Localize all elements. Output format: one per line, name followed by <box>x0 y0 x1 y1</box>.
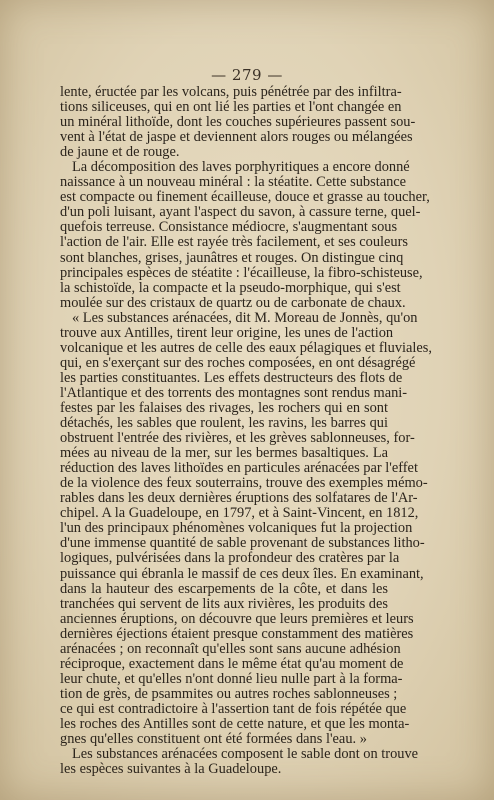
page-number: — 279 — <box>211 66 283 84</box>
text-line: est compacte ou finement écailleuse, douce et grasse au toucher, <box>60 189 430 206</box>
text-line: quefois terreuse. Consistance médiocre, s'augmentant sous <box>60 219 398 236</box>
text-line: gnes qu'elles constituent ont été formées dans l'eau. » <box>60 731 367 748</box>
paragraph-4 <box>60 746 419 778</box>
text-line: les espèces suivantes à la Guadeloupe. <box>60 761 282 778</box>
text-line: tion de grès, de psammites ou autres roches sablonneuses ; <box>60 685 398 702</box>
text-line: dernières éjections étaient presque constamment des matières <box>60 625 414 642</box>
body-text <box>60 84 433 778</box>
text-line: l'un des principaux phénomènes volcaniques fut la projection <box>60 520 413 537</box>
text-line: d'un poli luisant, ayant l'aspect du savon, à cassure terne, quel- <box>60 204 421 221</box>
text-line: logiques, pulvérisées dans la profondeur des cratères par la <box>60 550 400 567</box>
text-line: qui, en s'exerçant sur des roches composées, en ont désagrégé <box>60 354 416 371</box>
text-line: l'Atlantique et des torrents des montagnes sont rendus mani- <box>60 384 408 401</box>
text-line: les parties constituantes. Les effets destructeurs des flots de <box>60 369 403 386</box>
text-line: réduction des laves lithoïdes en particules arénacées par l'effet <box>60 460 418 477</box>
text-line: « Les substances arénacées, dit M. Moreau de Jonnès, qu'on <box>72 309 418 326</box>
text-line: les roches des Antilles sont de cette nature, et que les monta- <box>60 715 410 732</box>
text-line: La décomposition des laves porphyritiques a encore donné <box>72 159 410 176</box>
text-line: Les substances arénacées composent le sable dont on trouve <box>72 746 419 763</box>
text-line: dans la hauteur des escarpements de la côte, et dans les <box>60 580 388 597</box>
text-line: détachés, les sables que roulent, les ravins, les barres qui <box>60 415 388 432</box>
text-line: volcanique et les autres de celle des eaux pélagiques et fluviales, <box>60 339 433 356</box>
text-line: de la violence des feux souterrains, trouve des exemples mémo- <box>60 475 428 492</box>
text-line: tranchées qui servent de lits aux rivières, les produits des <box>60 595 388 612</box>
text-line: tions siliceuses, qui en ont lié les parties et l'ont changée en <box>60 99 402 116</box>
text-line: de jaune et de rouge. <box>60 144 180 161</box>
text-line: l'action de l'air. Elle est rayée très facilement, et ses couleurs <box>60 234 409 251</box>
text-line: vent à l'état de jaspe et deviennent alors rouges ou mélangées <box>60 129 413 146</box>
text-line: d'une immense quantité de sable provenant de substances litho- <box>60 535 425 552</box>
text-line: la schistoïde, la compacte et la pseudo-morphique, qui s'est <box>60 279 401 296</box>
paragraph-3 <box>60 309 433 748</box>
text-line: mées au niveau de la mer, sur les bermes basaltiques. La <box>60 445 388 462</box>
text-line: puissance qui ébranla le massif de ces deux îles. En examinant, <box>60 565 424 582</box>
text-line: arénacées ; on reconnaît qu'elles sont sans aucune adhésion <box>60 640 401 657</box>
text-line: anciennes éruptions, on découvre que leurs premières et leurs <box>60 610 414 627</box>
text-line: principales espèces de stéatite : l'écailleuse, la fibro-schisteuse, <box>60 264 423 281</box>
text-line: obstruent l'entrée des rivières, et les grèves sablonneuses, for- <box>60 430 415 447</box>
text-line: un minéral lithoïde, dont les couches supérieures passent sou- <box>60 114 416 131</box>
text-line: festes par les falaises des rivages, les rochers qui en sont <box>60 399 388 416</box>
text-line: réciproque, exactement dans le même état qu'au moment de <box>60 655 404 672</box>
paragraph-2 <box>60 159 430 311</box>
text-line: ce qui est contradictoire à l'assertion tant de fois répétée que <box>60 700 407 717</box>
text-line: lente, éructée par les volcans, puis pénétrée par des infiltra- <box>60 84 402 100</box>
text-line: leur chute, et qu'elles n'ont donné lieu nulle part à la forma- <box>60 670 403 687</box>
text-line: sont blanches, grises, jaunâtres et rouges. On distingue cinq <box>60 249 404 266</box>
text-line: naissance à un nouveau minéral : la stéatite. Cette substance <box>60 174 407 191</box>
text-line: trouve aux Antilles, tirent leur origine, les unes de l'action <box>60 324 394 341</box>
text-line: rables dans les deux dernières éruptions des solfatares de l'Ar- <box>60 490 418 507</box>
text-line: chipel. A la Guadeloupe, en 1797, et à Saint-Vincent, en 1812, <box>60 505 419 522</box>
text-line: moulée sur des cristaux de quartz ou de carbonate de chaux. <box>60 294 406 311</box>
paragraph-1 <box>60 84 416 161</box>
